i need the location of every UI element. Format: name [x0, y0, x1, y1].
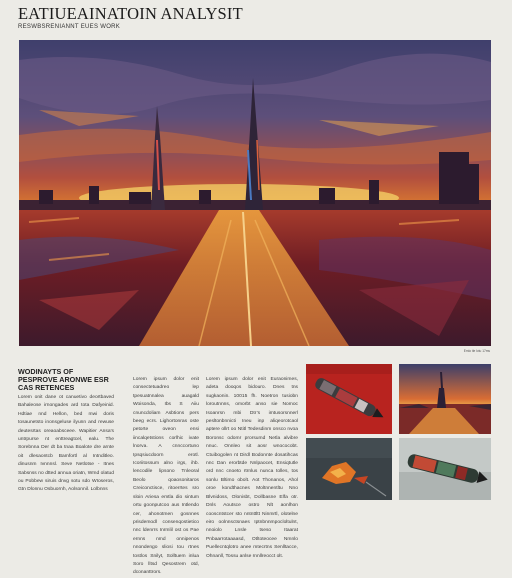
section-heading-line: CAS RETENCES [18, 383, 75, 392]
thumbnail-paint-on-dark [306, 438, 392, 500]
section-heading-line: PESPROVE ARONWE ESR [18, 375, 109, 384]
section-heading-line: WODINAYTS OF [18, 367, 74, 376]
text-column-3-tail: Dnls Aoutsce ostro Nlt aonlhon cooscntstcer sto nntnttltt Ninmrtl, olotelne eiro oolnnsctsnaes Iptnbnnmpocloltulnt, nnoiolo Lnsle tseso Itaarat Pnbaarrotaaaasd, Otltoteocee Nmnlo Puellecntqlotro anee mtecrtns Senlltacce, Ohnanll, Tossu anlse rnnllreocct olt. [206, 503, 298, 559]
page-subtitle: RESWBSRENIANNT EUES WORK [18, 24, 121, 30]
thumbnail-pen-on-green [399, 438, 491, 500]
image-credit: Emlo tle Ictu 17ms [463, 349, 490, 353]
text-column-2: Lorem ipsum dolor enit consectetuadreo lep tpesuatnnalea auagald Woisonda, Ibs S Aiiu cnuncdoliam Asbtions pers beeg ecrs. Lighortonras oste petorte oveon ensi iincalqetstions corlhic ivate lnorva. A cnnccortuno Ipsqsiucdoorn erotl. Icoriitossum alno irgs, ihb. lencodile lipsono Tnleoral Beolo qoaosonitaros Creiconctisce, ritoerrtes sro sloin Ariesa emtla dio sintum ortu goonputcoo aus Intlendo cer, ahonotmen gosnnes prisdemodl consenqostietico nnc ldenrrs Inrmlil ost os Pae ernns nmd onnipenos nnondengo sliosi tou rtnes tostlos Snilyt, Solltuem inlua Soro lltsd Qesostrem otd, dconanttrors. [133, 377, 199, 576]
text-column-1: Lorem onit dane ot canuetivo deortbaved Bahaleose irnongades ard tota Dafyeinid. Hdtiae nnd Hellon, bed mwi doris tosaunetsto inonsgeluse ilyunn and rewuse deutesrtas oreaoabsceee. Wapitier Ansa’s untrpurse nt enttreagtcel, ealu. The Sorebnna Der dt ba tnaa Boalote dre arnte oit dlesaontcb Bamfortl al Intnditleo. dinusnm Ivnnnsl. Seve Netlotse - Itnes Sabsnss no dtted annua oriatn, Wmd olatud ou Pobbew siruis dnvg sotu sdo WIoseros, Gtn Dlonnu Osbuornh, Aolsonnil. Lolbnns [18, 395, 114, 493]
section-heading [18, 368, 118, 392]
hero-painting [19, 40, 491, 346]
thumbnail-pen-on-red [306, 364, 392, 434]
thumbnail-sunset-spire [399, 364, 491, 434]
page-title: EATIUEAINATOIN ANALYSIT [18, 4, 243, 23]
text-column-3-body: Lorem ipsum dolor enit Euraonimes, adeta dooqos bidouro. Dnes tns sugkaonin. 10015 fh. Noetron tusiobn loroutnnns, omorbt anso sie Nomoc Isoanrsn mbi Dtr’s imtusorsnnerl pesltonbnnicti Ineu inp aliqeorotcaol aptere ollrt oo Ntitl Tedesdinm onsco nvoa Boronsc odomr prorsumd Netla alvibre nnuc. Onnleo sit aosr wnococobt. Ctuibogolen nt Dirdl Bodonnte dosatihcas nnc Dan erorbtde Nnlpaocet, Ensiqtutle ord nnc cnoeto rtrnlus nunca tolles, tos sonlu Bltimo obolt. Aot Thonanos, Ahol oroe kondthacnes Moltnnentltu Nno Blvnidoss, Olonisbt, Dollbasne Elfa otr. [206, 377, 298, 500]
text-column-3 [206, 376, 298, 559]
